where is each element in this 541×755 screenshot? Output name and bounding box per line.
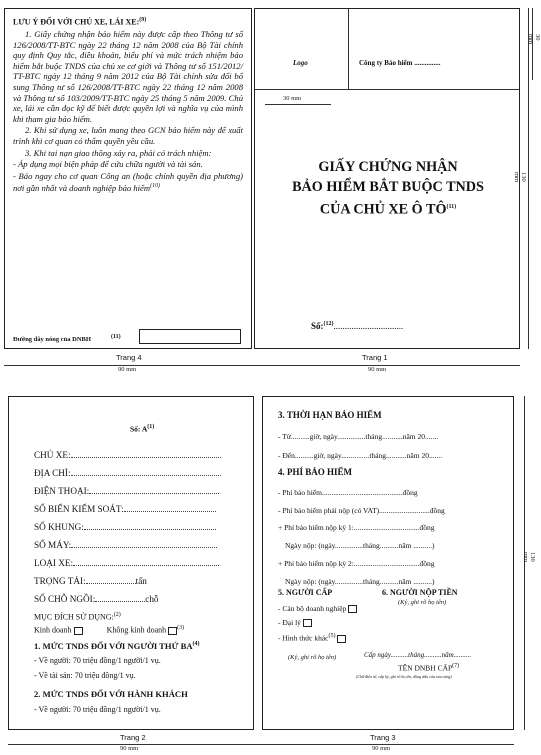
bottom-right-width: 90 mm [372, 745, 391, 752]
checkbox-non-business[interactable] [168, 627, 177, 635]
sec1-people: - Về người: 70 triệu đồng/1 người/1 vụ. [34, 656, 161, 665]
issuer-note: (Chữ điện tử, cấp ký, ghi rõ họ tên, đóng dấu của sau cùng) [356, 674, 452, 679]
page-3-label: Trang 3 [370, 733, 396, 742]
cert-title-2: BẢO HIỂM BẮT BUỘC TNDS [292, 179, 484, 195]
checkbox-business[interactable] [74, 627, 83, 635]
top-right-width: 90 mm [368, 366, 387, 373]
notes-header: LƯU Ý ĐỐI VỚI CHỦ XE, LÁI XE:$^{(9)}$ [13, 17, 147, 27]
field-address: ĐỊA CHỈ: [34, 468, 221, 478]
sec1-property: - Về tài sản: 70 triệu đồng/1 vụ. [34, 671, 136, 680]
cert-title-3: CỦA CHỦ XE Ô TÔ$^{(11)}$ [319, 201, 457, 218]
field-owner: CHỦ XE: [34, 450, 221, 460]
hotline-box [139, 329, 241, 344]
logo-width-dim: 30 mm [283, 95, 302, 102]
issuer-company: TÊN DNBH CẤP$^{(7)}$ [398, 663, 460, 673]
installment-1-date: Ngày nộp: (ngày...............tháng..........năm ..........) [285, 541, 435, 550]
sign-left: (Ký, ghi rõ họ tên) [288, 654, 337, 661]
installment-2-date: Ngày nộp: (ngày...............tháng..........năm ..........) [285, 577, 435, 586]
field-chassis: SỐ KHUNG: [34, 522, 216, 532]
top-height: 130 mm [513, 172, 527, 183]
note-3: 3. Khi tai nạn giao thông xảy ra, phải có trách nhiệm: [25, 147, 212, 158]
sec3-title: 3. THỜI HẠN BẢO HIỂM [278, 410, 382, 420]
field-seats: SỐ CHỖ NGỒI: chỗ [34, 594, 159, 604]
logo-height: 30 mm [527, 34, 541, 45]
issuer-staff: - Cán bộ doanh nghiệp [278, 604, 357, 613]
fee-vat: - Phí bảo hiểm phải nộp (có VAT)...........................đồng [278, 506, 445, 515]
checkbox-agent[interactable] [303, 619, 312, 627]
note-2: 2. Khi sử dụng xe, luôn mang theo GCN bảo hiểm này để xuất trình khi cơ quan có thẩm quyền yêu cầu. [13, 125, 243, 146]
sec5-title: 5. NGƯỜI CẤP [278, 588, 333, 597]
field-vehicle-type: LOẠI XE: [34, 558, 219, 568]
field-engine: SỐ MÁY: [34, 540, 217, 550]
field-phone: ĐIỆN THOẠI: [34, 486, 219, 496]
purpose-options: Kinh doanh Không kinh doanh $^{(3)}$ [34, 625, 185, 635]
fee: - Phí bảo hiểm...........................................đồng [278, 488, 418, 497]
issuer-other: - Hình thức khác$^{(5)}$ [278, 633, 346, 643]
panel-page-1 [254, 8, 520, 349]
page-1-label: Trang 1 [362, 353, 388, 362]
insurance-from: - Từ..........giờ, ngày...............tháng...........năm 20....... [278, 432, 439, 441]
bottom-left-width: 90 mm [120, 745, 139, 752]
top-left-width: 90 mm [118, 366, 137, 373]
field-plate: SỐ BIỂN KIỂM SOÁT: [34, 504, 216, 514]
p2-serial: Số: $A^{(1)}$ [130, 424, 155, 434]
page-2-label: Trang 2 [120, 733, 146, 742]
sec1-title: 1. MỨC TNDS ĐỐI VỚI NGƯỜI THỨ BA$^{(4)}$ [34, 641, 200, 651]
company-name: Công ty Bảo hiểm ............... [359, 59, 441, 67]
note-bullet-1: - Áp dụng mọi biện pháp để cứu chữa người và tài sản. [13, 159, 203, 170]
cert-title-1: GIẤY CHỨNG NHẬN [318, 159, 458, 175]
sec2-title: 2. MỨC TNDS ĐỐI VỚI HÀNH KHÁCH [34, 689, 188, 699]
installment-1: + Phí bảo hiểm nộp kỳ 1:...................................đồng [278, 523, 435, 532]
page-4-label: Trang 4 [116, 353, 142, 362]
sec6-note: (Ký, ghi rõ họ tên) [398, 599, 447, 606]
sec6-title: 6. NGƯỜI NỘP TIỀN [382, 588, 458, 597]
logo-placeholder: Logo [293, 59, 308, 67]
sec2-people: - Về người: 70 triệu đồng/1 người/1 vụ. [34, 705, 161, 714]
field-load: TRỌNG TẢI: tấn [34, 576, 147, 586]
sec4-title: 4. PHÍ BẢO HIỂM [278, 467, 353, 477]
notes-body [13, 29, 243, 195]
note-1: 1. Giấy chứng nhận bảo hiểm này được cấp theo Thông tư số 126/2008/TT-BTC ngày 22 tháng 12 năm 2008 của Bộ Tài chính quy định Quy tắc, điều khoản, biểu phí và mức trách nhiệm bảo hiểm bắt buộc TNDS của chủ xe cơ giới và Thông tư số 151/2012/ TT-BTC ngày 12 tháng 9 năm 2012 của Bộ Tài chính sửa đổi bổ sung Thông tư số 126/2008/TT-BTC ngày 22 tháng 12 năm 2008 và Thông tư số 103/2009/TT-BTC ngày 25 tháng 5 năm 2009. Chủ xe, lái xe cần đọc kỹ để biết được quyền lợi và nghĩa vụ của mình khi tham gia bảo hiểm. [13, 29, 243, 124]
issued-date: Cấp ngày..........tháng..........năm.......... [364, 651, 472, 659]
checkbox-staff[interactable] [348, 605, 357, 613]
hotline-label: Đường dây nóng của DNBH $^{(11)}$ [13, 334, 121, 344]
bottom-height: 130 mm [522, 552, 536, 563]
installment-2: + Phí bảo hiểm nộp kỳ 2:...................................đồng [278, 559, 435, 568]
insurance-to: - Đến..........giờ, ngày...............tháng...........năm 20....... [278, 451, 443, 460]
panel-page-4 [4, 8, 252, 349]
serial-number: Số:$^{(12)}$............................... [311, 321, 404, 331]
checkbox-other[interactable] [337, 635, 346, 643]
note-bullet-2: - Báo ngay cho cơ quan Công an (hoặc chính quyền địa phương) nơi gần nhất và doanh nghiệp bảo hiểm$^{(10)}$ [13, 170, 243, 194]
field-purpose: MỤC ĐÍCH SỬ DỤNG:$^{(2)}$ [34, 612, 121, 622]
issuer-agent: - Đại lý [278, 618, 312, 627]
